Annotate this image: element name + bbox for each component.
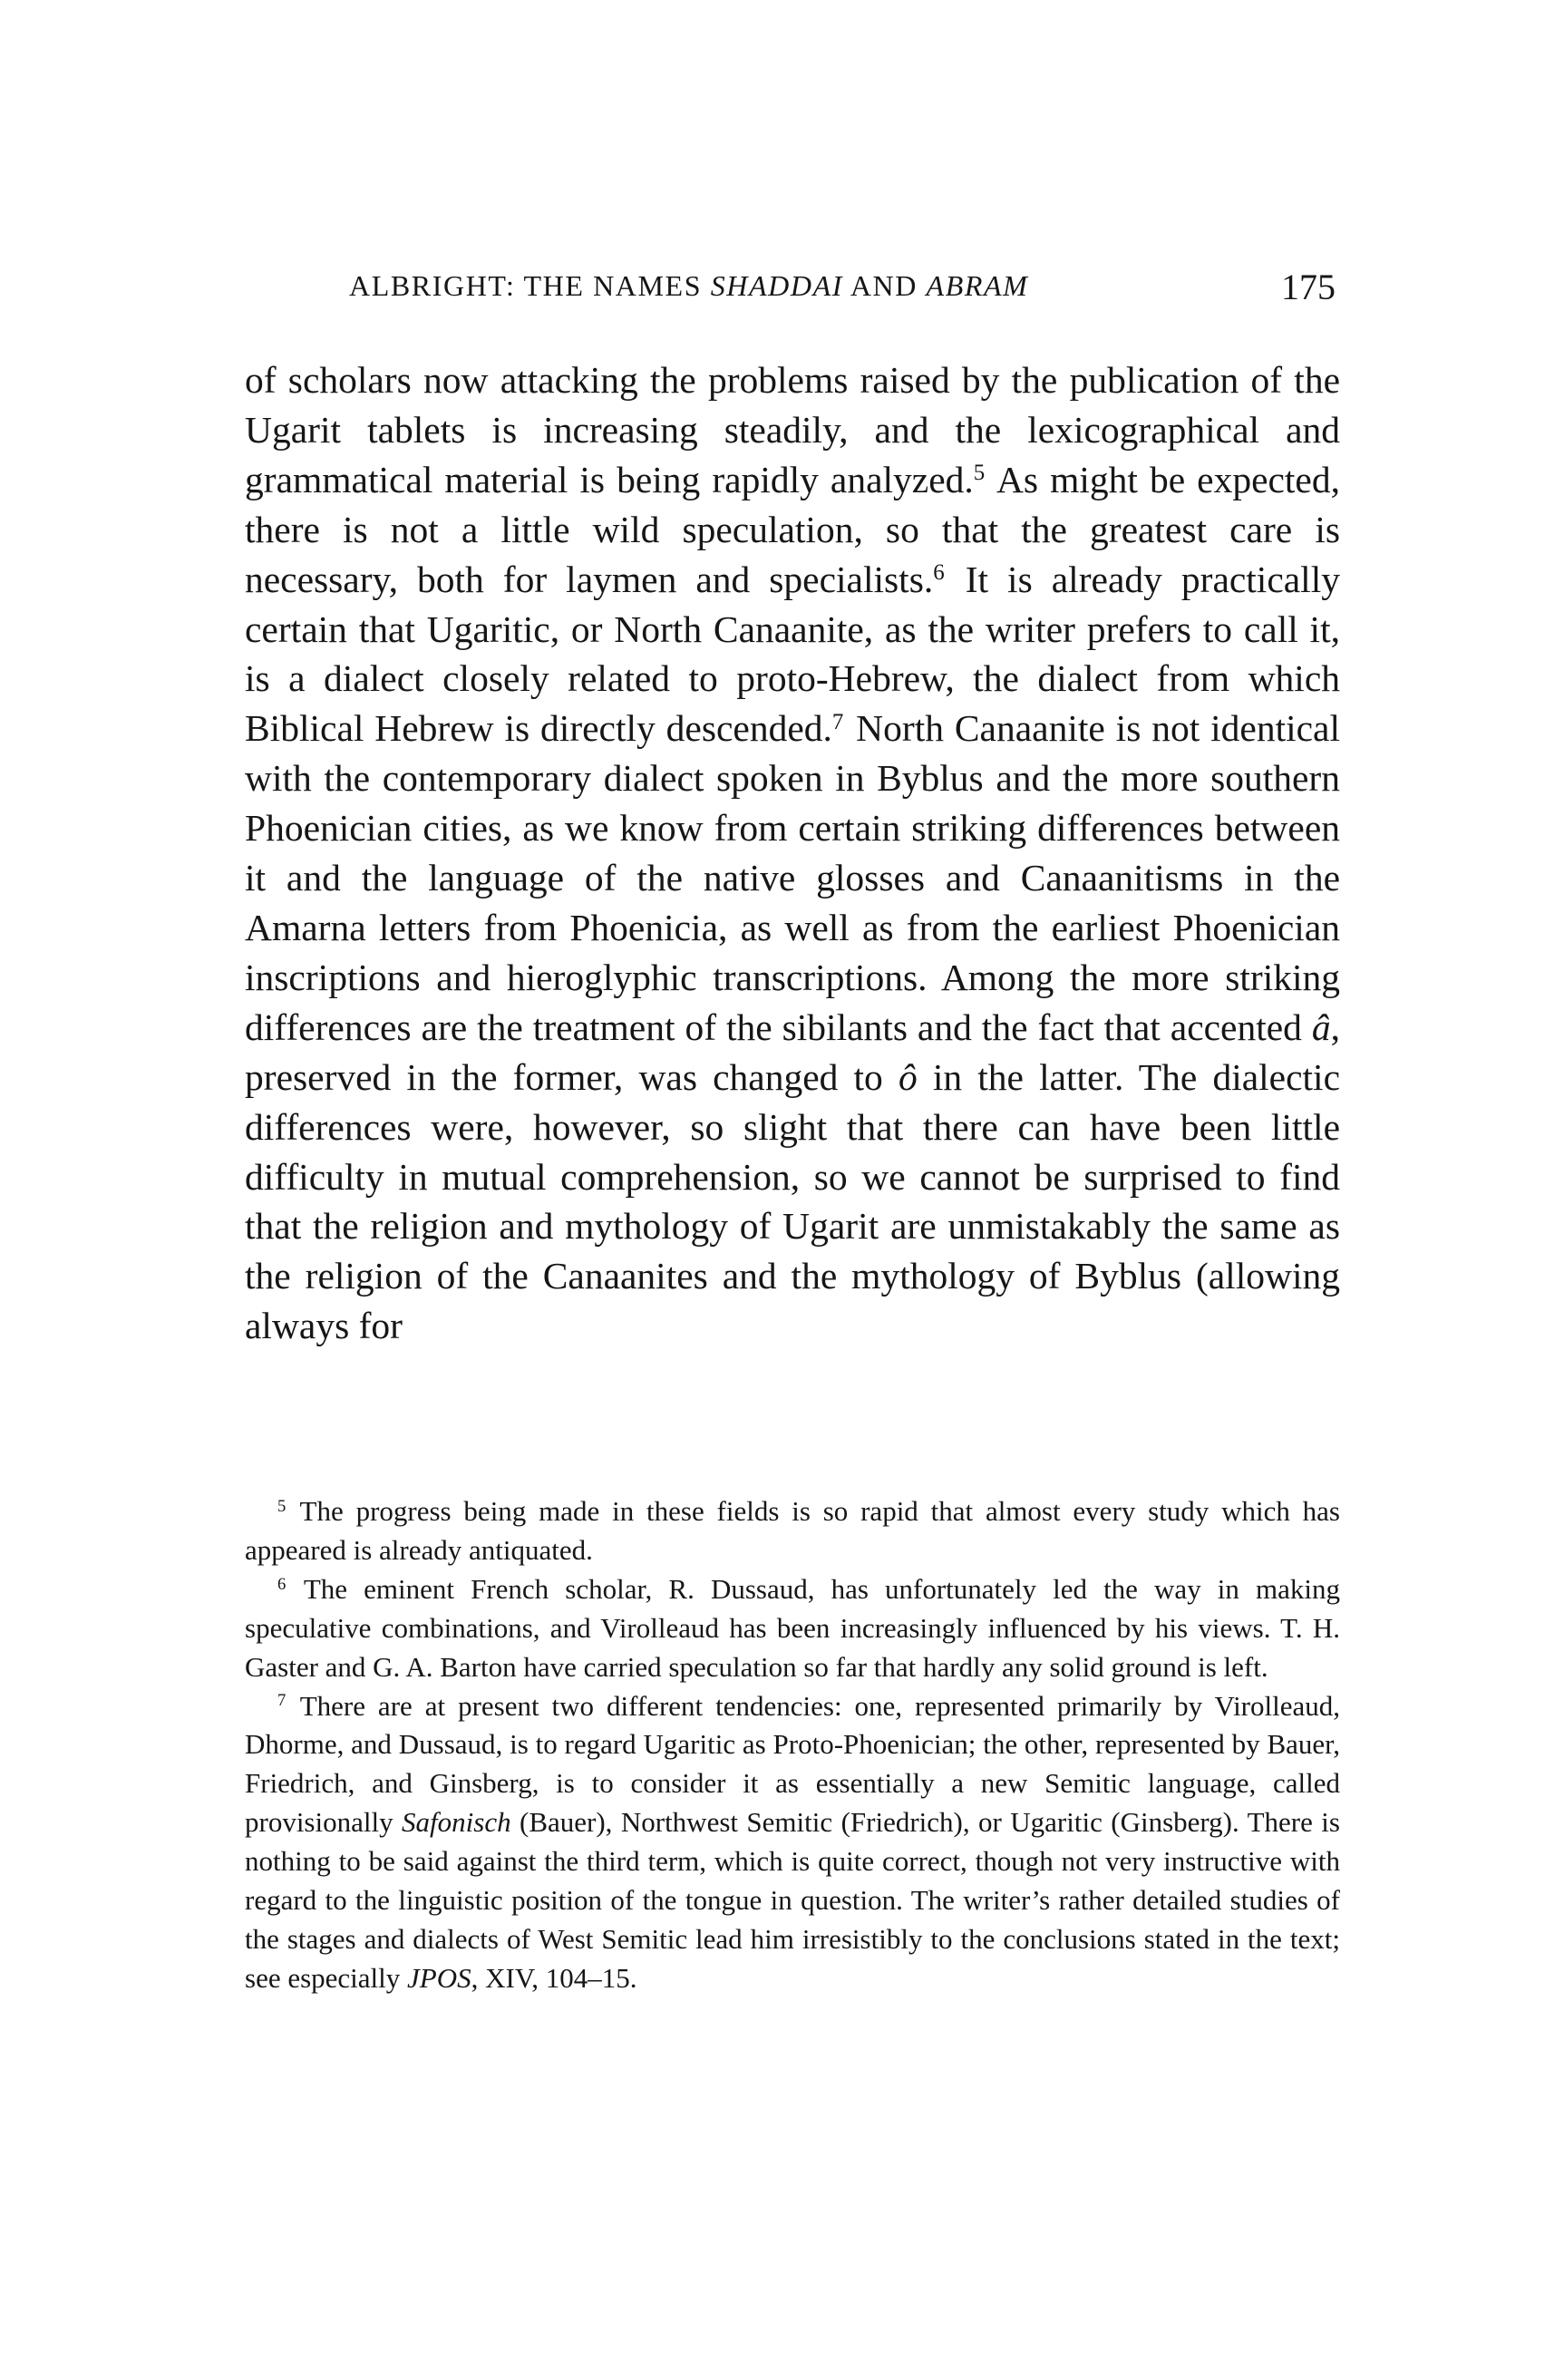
footnote-ref-6: 6: [933, 559, 945, 585]
footnote-ref-7: 7: [831, 709, 844, 734]
running-title: ALBRIGHT: THE NAMES SHADDAI AND ABRAM: [349, 269, 1029, 302]
title-shaddai: SHADDAI: [710, 269, 843, 302]
term-safonisch: Safonisch: [402, 1806, 511, 1839]
footnotes: [245, 1492, 1340, 1998]
journal-jpos: JPOS: [407, 1961, 471, 1994]
vowel-o: ô: [898, 1055, 918, 1098]
running-header: [245, 266, 1340, 320]
footnote-7: $^7$ There are at present two different tendencies: one, represented primarily by Virolleaud, Dhorme, and Dussaud, is to regard Ugaritic as Proto-Phoenician; the other, represented by Bauer, Friedrich, and Ginsberg, is to consider it as essentially a new Semitic language, called provisionally Safonisch (Bauer), Northwest Semitic (Friedrich), or Ugaritic (Ginsberg). There is nothing to be said against the third term, which is quite correct, though not very instructive with regard to the linguistic position of the tongue in question. The writer’s rather detailed studies of the stages and dialects of West Semitic lead him irresistibly to the conclusions stated in the text; see especially JPOS, XIV, 104–15.: [245, 1689, 1340, 1994]
footnote-ref-5: 5: [973, 461, 986, 486]
footnote-6: $^6$ The eminent French scholar, R. Dussaud, has unfortunately led the way in making speculative combinations, and Virolleaud has been increasingly influenced by his views. T. H. Gaster and G. A. Barton have carried speculation so far that hardly any solid ground is left.: [245, 1572, 1340, 1683]
title-abram: ABRAM: [926, 269, 1029, 302]
body-paragraph: of scholars now attacking the problems raised by the publication of the Ugarit tablets is increasing steadily, and the lexicographical and grammatical material is being rapidly analyzed.$^5$ As might be expected, there is not a little wild speculation, so that the greatest care is necessary, both for laymen and specialists.$^6$ It is already practically certain that Ugaritic, or North Canaanite, as the writer prefers to call it, is a dialect closely related to proto-Hebrew, the dialect from which Biblical Hebrew is directly descended.$^7$ North Canaanite is not identical with the contemporary dialect spoken in Byblus and the more southern Phoenician cities, as we know from certain striking differences between it and the language of the native glosses and Canaanitisms in the Amarna letters from Phoenicia, as well as from the earliest Phoenician inscriptions and hieroglyphic transcriptions. Among the more striking differences are the treatment of the sibilants and the fact that accented â, preserved in the former, was changed to ô in the latter. The dialectic differences were, however, so slight that there can have been little difficulty in mutual comprehension, so we cannot be surprised to find that the religion and mythology of Ugarit are unmistakably the same as the religion of the Canaanites and the mythology of Byblus (allowing always for: [245, 359, 1340, 1347]
page-number: 175: [1281, 267, 1336, 307]
footnote-5: $^5$ The progress being made in these fields is so rapid that almost every study which has appeared is already antiquated.: [245, 1495, 1340, 1566]
vowel-a: â: [1311, 1005, 1331, 1048]
